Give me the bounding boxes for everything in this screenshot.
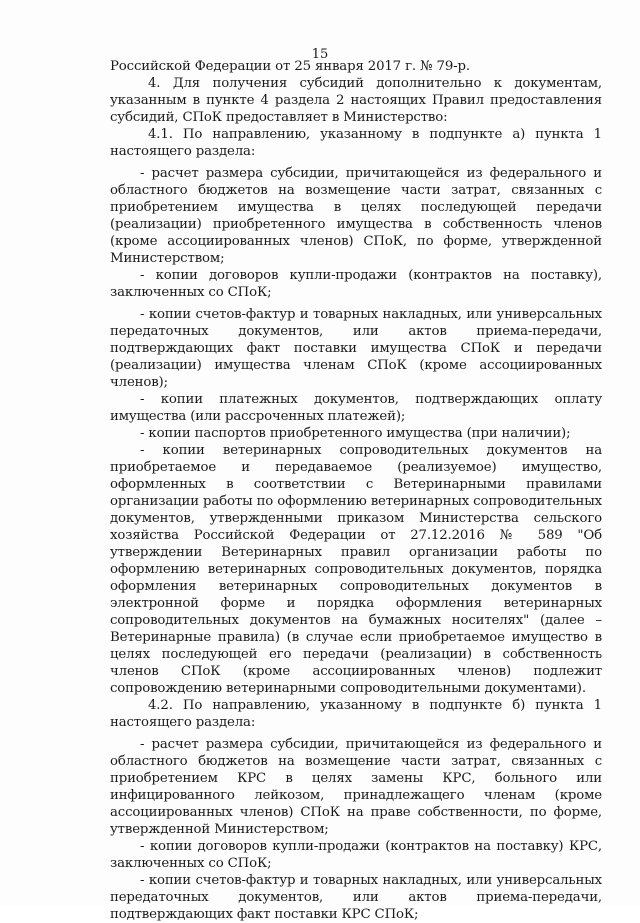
paragraph-continuation: Российской Федерации от 25 января 2017 г. № 79-р. <box>110 59 470 74</box>
paragraph-4-2: 4.2. По направлению, указанному в подпункте б) пункта 1 настоящего раздела: <box>110 698 602 730</box>
list-item: - копии паспортов приобретенного имущества (при наличии); <box>140 426 571 441</box>
list-item: - копии счетов-фактур и товарных накладных, или универсальных передаточных документов, или актов приема-передачи, подтверждающих факт поставки КРС СПоК; <box>110 873 602 922</box>
list-item: - копии платежных документов, подтверждающих оплату имущества (или рассроченных платежей); <box>110 392 602 424</box>
page-number: 15 <box>311 47 329 62</box>
paragraph-4-1: 4.1. По направлению, указанному в подпункте а) пункта 1 настоящего раздела: <box>110 127 602 159</box>
paragraph-4: 4. Для получения субсидий дополнительно к документам, указанным в пункте 4 раздела 2 настоящих Правил предоставления субсидий, СПоК предоставляет в Министерство: <box>110 76 602 125</box>
list-item: - расчет размера субсидии, причитающейся из федерального и областного бюджетов на возмещение части затрат, связанных с приобретением имущества в целях последующей передачи (реализации) приобретенного имущества в собственность членов (кроме ассоциированных членов) СПоК, по форме, утвержденной Министерством; <box>110 166 602 266</box>
list-item: - копии договоров купли-продажи (контрактов на поставку) КРС, заключенных со СПоК; <box>110 839 602 871</box>
list-item: - расчет размера субсидии, причитающейся из федерального и областного бюджетов на возмещение части затрат, связанных с приобретением КРС в целях замены КРС, больного или инфицированного лейкозом, принадлежащего членам (кроме ассоциированных членов) СПоК на праве собственности, по форме, утвержденной Министерством; <box>110 737 602 837</box>
document-body <box>110 58 602 923</box>
list-item: - копии счетов-фактур и товарных накладных, или универсальных передаточных документов, или актов приема-передачи, подтверждающих факт поставки имущества СПоК и передачи (реализации) имущества членам СПоК (кроме ассоциированных членов); <box>110 307 602 390</box>
list-item: - копии договоров купли-продажи (контрактов на поставку), заключенных со СПоК; <box>110 268 602 300</box>
list-item: - копии ветеринарных сопроводительных документов на приобретаемое и передаваемое (реализуемое) имущество, оформленных в соответствии с Ветеринарными правилами организации работы по оформлению ветеринарных сопроводительных документов, утвержденными приказом Министерства сельского хозяйства Российской Федерации от 27.12.2016 № 589 "Об утверждении Ветеринарных правил организации работы по оформлению ветеринарных сопроводительных документов, порядка оформления ветеринарных сопроводительных документов в электронной форме и порядка оформления ветеринарных сопроводительных документов на бумажных носителях" (далее – Ветеринарные правила) (в случае если приобретаемое имущество в целях последующей его передачи (реализации) в собственность членов СПоК (кроме ассоциированных членов) подлежит сопровождению ветеринарными сопроводительными документами). <box>110 443 603 696</box>
